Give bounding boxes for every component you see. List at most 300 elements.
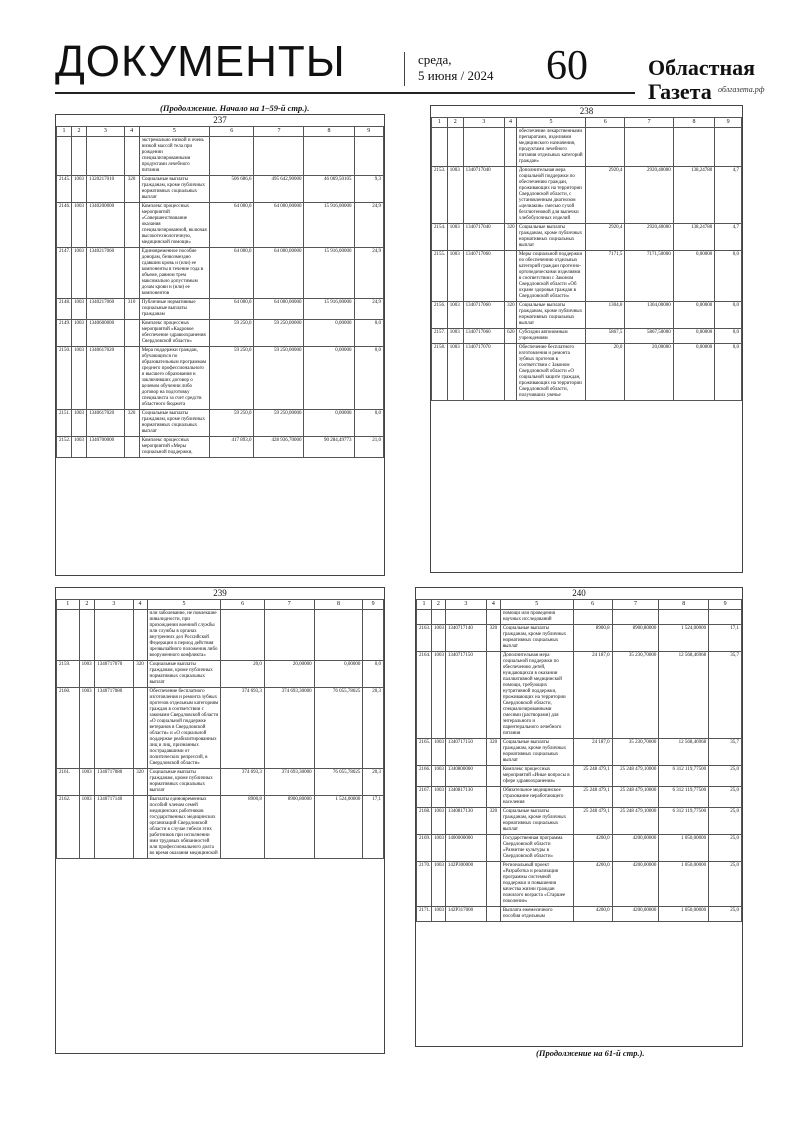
cell-expense-type: 320 xyxy=(124,176,139,203)
cell-target-item: 1340700000 xyxy=(87,437,125,458)
table-row xyxy=(57,437,384,458)
cell-plan-year: 25 248 479,1 xyxy=(573,766,612,787)
cell-target-item: 1340817130 xyxy=(445,787,486,808)
cell-approved xyxy=(625,128,673,167)
cell-executed: 1 524,00000 xyxy=(314,796,363,859)
cell-target-item: 1340717070 xyxy=(463,344,505,401)
cell-section-code: 1003 xyxy=(447,302,463,329)
column-header: 6 xyxy=(221,600,264,610)
column-header: 5 xyxy=(147,600,221,610)
cell-percent: 0,0 xyxy=(715,329,742,344)
cell-expense-type xyxy=(486,787,500,808)
cell-plan-year: 59 250,0 xyxy=(210,320,254,347)
column-header: 3 xyxy=(463,118,505,128)
column-header: 8 xyxy=(659,600,709,610)
cell-executed xyxy=(304,137,354,176)
logo-line-2: Газета xyxy=(648,79,712,104)
cell-executed: 138,24780 xyxy=(673,224,715,251)
column-header: 9 xyxy=(354,127,384,137)
cell-plan-year: 4200,0 xyxy=(573,907,612,922)
cell-expense-type xyxy=(486,835,500,862)
cell-target-item: 1340717060 xyxy=(463,302,505,329)
cell-target-item: 1340717070 xyxy=(95,661,133,688)
cell-row-number: 2162. xyxy=(57,796,80,859)
cell-expense-type xyxy=(124,248,139,299)
cell-row-number: 2149. xyxy=(57,320,72,347)
table-row xyxy=(432,224,742,251)
cell-row-number xyxy=(57,137,72,176)
cell-percent: 25,0 xyxy=(709,835,742,862)
cell-item-name: Социальные выплаты гражданам, кроме публичных нормативных социальных выплат xyxy=(500,808,573,835)
cell-approved: 428 936,70000 xyxy=(254,437,304,458)
cell-approved: 4200,00000 xyxy=(612,835,659,862)
table-row xyxy=(417,610,742,625)
cell-section-code: 1003 xyxy=(431,835,445,862)
column-header: 6 xyxy=(586,118,625,128)
cell-percent: 24,9 xyxy=(354,203,384,248)
column-header: 9 xyxy=(709,600,742,610)
cell-section-code: 1003 xyxy=(447,251,463,302)
table-row xyxy=(57,796,384,859)
cell-percent: 35,7 xyxy=(709,652,742,739)
cell-plan-year: 64 000,0 xyxy=(210,203,254,248)
cell-plan-year: 64 000,0 xyxy=(210,248,254,299)
cell-approved: 495 642,90000 xyxy=(254,176,304,203)
cell-expense-type: 320 xyxy=(505,224,517,251)
budget-table xyxy=(56,126,384,458)
column-header: 1 xyxy=(417,600,432,610)
cell-plan-year: 20,0 xyxy=(221,661,264,688)
cell-row-number: 2154. xyxy=(432,224,448,251)
column-header: 1 xyxy=(57,127,72,137)
column-header: 7 xyxy=(625,118,673,128)
cell-section-code: 1003 xyxy=(431,625,445,652)
cell-item-name: Социальные выплаты гражданам, кроме публичных нормативных социальных выплат xyxy=(147,769,221,796)
column-header: 7 xyxy=(264,600,314,610)
cell-percent: 0,0 xyxy=(715,251,742,302)
column-header: 4 xyxy=(486,600,500,610)
cell-approved: 1304,00000 xyxy=(625,302,673,329)
cell-expense-type xyxy=(505,128,517,167)
cell-section-code: 1003 xyxy=(447,329,463,344)
cell-expense-type: 320 xyxy=(486,739,500,766)
cell-row-number: 2165. xyxy=(417,739,432,766)
cell-target-item xyxy=(463,128,505,167)
table-row xyxy=(417,625,742,652)
cell-approved: 374 693,30000 xyxy=(264,769,314,796)
cell-expense-type: 320 xyxy=(486,808,500,835)
cell-target-item xyxy=(95,610,133,661)
cell-approved: 64 000,00000 xyxy=(254,248,304,299)
cell-approved: 4200,00000 xyxy=(612,862,659,907)
cell-item-name: Меры социальной поддержки по обеспечению отдельных категорий граждан протезно-ортопедическими изделиями в соответствии с Законом Свердловской области «Об охране здоровья граждан в Свердловской области» xyxy=(516,251,585,302)
cell-item-name: или заболевание, не повлекшие инвалидности, при прохождении военной службы или службы в органах внутренних дел Российской Федерации в период действия чрезвычайного положения либо вооруженного конфликта» xyxy=(147,610,221,661)
cell-row-number: 2146. xyxy=(57,203,72,248)
cell-executed: 1 050,00000 xyxy=(659,907,709,922)
cell-plan-year xyxy=(221,610,264,661)
table-row xyxy=(57,347,384,410)
column-header: 1 xyxy=(57,600,80,610)
table-row xyxy=(57,299,384,320)
cell-section-code xyxy=(72,137,87,176)
cell-section-code: 1003 xyxy=(431,808,445,835)
cell-executed: 6 312 119,77500 xyxy=(659,787,709,808)
cell-executed: 0,00000 xyxy=(304,347,354,410)
cell-expense-type xyxy=(124,347,139,410)
cell-row-number: 2159. xyxy=(57,661,80,688)
cell-percent: 0,0 xyxy=(715,344,742,401)
cell-executed: 0,00000 xyxy=(673,251,715,302)
cell-target-item: 1340600000 xyxy=(87,320,125,347)
cell-executed xyxy=(659,610,709,625)
cell-item-name: Социальные выплаты гражданам, кроме публичных нормативных социальных выплат xyxy=(139,176,209,203)
column-header: 6 xyxy=(210,127,254,137)
cell-item-name: Комплекс процессных мероприятий «Меры социальной поддержки, xyxy=(139,437,209,458)
cell-percent xyxy=(715,128,742,167)
cell-row-number xyxy=(417,610,432,625)
cell-expense-type xyxy=(124,320,139,347)
cell-plan-year: 24 187,0 xyxy=(573,652,612,739)
cell-item-name: Обеспечение бесплатного изготовления и ремонта зубных протезов отдельным категориям граждан в соответствии с законами Свердловской области «О социальной поддержке ветеранов в Свердловской области» и «О социальной поддержке реабилитированных лиц и лиц, признанных пострадавшими от политических репрессий, в Свердловской области» xyxy=(147,688,221,769)
cell-executed: 0,00000 xyxy=(673,344,715,401)
cell-executed: 0,00000 xyxy=(673,302,715,329)
column-header: 2 xyxy=(431,600,445,610)
cell-plan-year xyxy=(586,128,625,167)
cell-percent xyxy=(363,610,384,661)
logo-line-1: Областная xyxy=(648,55,756,80)
cell-approved: 4200,00000 xyxy=(612,907,659,922)
cell-item-name: Публичные нормативные социальные выплаты гражданам xyxy=(139,299,209,320)
cell-row-number: 2157. xyxy=(432,329,448,344)
cell-executed: 138,24780 xyxy=(673,167,715,224)
panel-page-number: 240 xyxy=(572,588,586,598)
cell-row-number: 2155. xyxy=(432,251,448,302)
column-header: 4 xyxy=(133,600,147,610)
cell-item-name: экстремально низкой и очень низкой массой тела при рождении специализированными продуктами лечебного питания xyxy=(139,137,209,176)
newspaper-site: облгазета.рф xyxy=(718,85,765,94)
cell-target-item: 1340200000 xyxy=(87,203,125,248)
cell-target-item: 1340617020 xyxy=(87,347,125,410)
cell-row-number: 2147. xyxy=(57,248,72,299)
cell-executed: 0,00000 xyxy=(673,329,715,344)
cell-executed: 0,00000 xyxy=(304,320,354,347)
cell-target-item: 1340617020 xyxy=(87,410,125,437)
cell-item-name: Социальные выплаты гражданам, кроме публичных нормативных социальных выплат xyxy=(500,739,573,766)
table-row xyxy=(57,137,384,176)
cell-approved: 20,00000 xyxy=(625,344,673,401)
table-row xyxy=(417,766,742,787)
cell-item-name: Субсидии автономным учреждениям xyxy=(516,329,585,344)
cell-executed: 1 050,00000 xyxy=(659,862,709,907)
cell-row-number xyxy=(57,610,80,661)
cell-item-name: Социальные выплаты гражданам, кроме публичных нормативных социальных выплат xyxy=(516,224,585,251)
table-row xyxy=(432,128,742,167)
budget-table xyxy=(56,599,384,859)
cell-percent: 20,3 xyxy=(363,688,384,769)
cell-percent: 0,0 xyxy=(354,410,384,437)
cell-executed: 6 312 119,77500 xyxy=(659,808,709,835)
cell-approved: 59 250,00000 xyxy=(254,347,304,410)
cell-section-code: 1003 xyxy=(431,766,445,787)
cell-plan-year: 24 187,0 xyxy=(573,739,612,766)
cell-expense-type xyxy=(505,167,517,224)
cell-target-item: 1340817130 xyxy=(445,808,486,835)
cell-expense-type xyxy=(133,796,147,859)
cell-target-item xyxy=(87,137,125,176)
column-header: 4 xyxy=(505,118,517,128)
table-row xyxy=(432,251,742,302)
cell-expense-type: 310 xyxy=(124,299,139,320)
column-header: 8 xyxy=(304,127,354,137)
table-header-row xyxy=(57,600,384,610)
cell-item-name: Социальные выплаты гражданам, кроме публичных нормативных социальных выплат xyxy=(500,625,573,652)
issue-day: 5 июня xyxy=(418,68,458,83)
cell-item-name: обеспечение лекарственными препаратами, изделиями медицинского назначения, продуктами лечебного питания отдельных категорий граждан» xyxy=(516,128,585,167)
cell-section-code: 1003 xyxy=(72,437,87,458)
budget-table xyxy=(431,117,742,401)
cell-plan-year: 4200,0 xyxy=(573,862,612,907)
cell-approved: 25 248 479,10000 xyxy=(612,766,659,787)
column-header: 8 xyxy=(314,600,363,610)
cell-executed: 46 069,50105 xyxy=(304,176,354,203)
cell-target-item: 1340717140 xyxy=(445,625,486,652)
table-panel-238 xyxy=(430,105,743,573)
cell-plan-year: 1304,0 xyxy=(586,302,625,329)
cell-executed: 1 050,00000 xyxy=(659,835,709,862)
table-row xyxy=(57,410,384,437)
cell-expense-type xyxy=(124,137,139,176)
column-header: 1 xyxy=(432,118,448,128)
cell-item-name: Социальные выплаты гражданам, кроме публичных нормативных социальных выплат xyxy=(147,661,221,688)
cell-executed: 15 916,00000 xyxy=(304,248,354,299)
cell-section-code: 1003 xyxy=(72,347,87,410)
continuation-note-top: (Продолжение. Начало на 1–59-й стр.). xyxy=(160,103,310,113)
cell-percent: 25,0 xyxy=(709,808,742,835)
cell-approved: 25 248 479,10000 xyxy=(612,787,659,808)
cell-row-number: 2148. xyxy=(57,299,72,320)
table-row xyxy=(417,652,742,739)
cell-expense-type: 620 xyxy=(505,329,517,344)
cell-section-code: 1003 xyxy=(79,769,95,796)
table-row xyxy=(57,203,384,248)
cell-expense-type: 320 xyxy=(133,769,147,796)
cell-target-item: 1340800000 xyxy=(445,766,486,787)
table-row xyxy=(432,167,742,224)
cell-item-name: помощи или проведения научных исследований xyxy=(500,610,573,625)
panel-page-number: 238 xyxy=(579,106,594,116)
cell-percent: 0,0 xyxy=(354,347,384,410)
cell-percent: 24,9 xyxy=(354,248,384,299)
cell-section-code: 1003 xyxy=(431,739,445,766)
cell-approved: 2920,40000 xyxy=(625,167,673,224)
panel-page-number: 237 xyxy=(213,115,227,125)
cell-percent: 4,7 xyxy=(715,224,742,251)
column-header: 2 xyxy=(447,118,463,128)
cell-executed: 76 055,78025 xyxy=(314,688,363,769)
cell-executed: 0,00000 xyxy=(304,410,354,437)
cell-plan-year: 506 686,6 xyxy=(210,176,254,203)
cell-target-item: 1340717040 xyxy=(463,224,505,251)
table-panel-240 xyxy=(415,587,743,1047)
cell-row-number: 2151. xyxy=(57,410,72,437)
issue-weekday: среда, xyxy=(418,52,452,67)
cell-row-number: 2167. xyxy=(417,787,432,808)
cell-target-item: 1340717150 xyxy=(445,652,486,739)
cell-target-item: 1340717080 xyxy=(95,688,133,769)
column-header: 2 xyxy=(72,127,87,137)
table-row xyxy=(57,176,384,203)
cell-item-name: Мера поддержки граждан, обучающихся по образовательным программам среднего профессионального и высшего образования и заключивших договор о целевом обучении либо договор на подготовку специалиста за счет средств областного бюджета xyxy=(139,347,209,410)
cell-plan-year: 8900,8 xyxy=(221,796,264,859)
cell-item-name: Социальные выплаты гражданам, кроме публичных нормативных социальных выплат xyxy=(139,410,209,437)
cell-row-number: 2153. xyxy=(432,167,448,224)
cell-executed xyxy=(314,610,363,661)
cell-percent: 4,7 xyxy=(715,167,742,224)
cell-approved: 64 000,00000 xyxy=(254,299,304,320)
table-row xyxy=(57,661,384,688)
cell-percent: 21,0 xyxy=(354,437,384,458)
cell-plan-year xyxy=(573,610,612,625)
table-row xyxy=(432,344,742,401)
continuation-note-bottom: (Продолжение на 61-й стр.). xyxy=(536,1048,645,1058)
cell-target-item: 1340217060 xyxy=(87,299,125,320)
table-row xyxy=(417,907,742,922)
page-number: 60 xyxy=(546,43,588,89)
column-header: 3 xyxy=(95,600,133,610)
cell-item-name: Дополнительная мера социальной поддержки по обеспечению граждан, проживающих на территории Свердловской области, с установленным диагнозом «целиакия» смесью сухой безглютеновой для выпечки хлебобулочных изделий xyxy=(516,167,585,224)
cell-expense-type: 320 xyxy=(505,302,517,329)
cell-target-item: 142P317000 xyxy=(445,907,486,922)
cell-plan-year: 25 248 479,1 xyxy=(573,787,612,808)
column-header: 7 xyxy=(612,600,659,610)
cell-row-number: 2166. xyxy=(417,766,432,787)
cell-plan-year: 59 250,0 xyxy=(210,347,254,410)
panel-page-number: 239 xyxy=(213,588,227,598)
column-header: 5 xyxy=(500,600,573,610)
cell-plan-year: 417 893,0 xyxy=(210,437,254,458)
cell-approved xyxy=(264,610,314,661)
cell-item-name: Комплекс процессных мероприятий «Иные вопросы в сфере здравоохранения» xyxy=(500,766,573,787)
cell-executed: 12 568,46968 xyxy=(659,652,709,739)
cell-percent: 25,0 xyxy=(709,766,742,787)
cell-item-name: Обязательное медицинское страхование неработающего населения xyxy=(500,787,573,808)
cell-plan-year: 8900,8 xyxy=(573,625,612,652)
header-separator xyxy=(404,52,405,86)
cell-approved: 25 248 479,10000 xyxy=(612,808,659,835)
cell-target-item: 1340717140 xyxy=(95,796,133,859)
cell-approved xyxy=(612,610,659,625)
cell-executed: 90 284,49773 xyxy=(304,437,354,458)
cell-percent: 0,0 xyxy=(363,661,384,688)
cell-executed: 1 524,00000 xyxy=(659,625,709,652)
cell-approved: 2920,40000 xyxy=(625,224,673,251)
cell-row-number: 2158. xyxy=(432,344,448,401)
cell-percent xyxy=(709,610,742,625)
cell-item-name: Единовременное пособие донорам, безвозмездно сдавшим кровь и (или) ее компоненты в течение года в объеме, равном трем максимально допустимым дозам крови и (или) ее компонентов xyxy=(139,248,209,299)
cell-item-name: Комплекс процессных мероприятий «Кадровое обеспечение здравоохранения Свердловской области» xyxy=(139,320,209,347)
cell-section-code xyxy=(79,610,95,661)
cell-item-name: Государственная программа Свердловской области «Развитие культуры в Свердловской области» xyxy=(500,835,573,862)
cell-target-item: 142P300000 xyxy=(445,862,486,907)
column-header: 8 xyxy=(673,118,715,128)
cell-plan-year: 7171,5 xyxy=(586,251,625,302)
cell-section-code xyxy=(431,610,445,625)
cell-plan-year: 374 693,3 xyxy=(221,769,264,796)
cell-expense-type xyxy=(124,203,139,248)
section-title: ДОКУМЕНТЫ xyxy=(55,37,346,86)
table-row xyxy=(57,769,384,796)
cell-section-code: 1003 xyxy=(431,652,445,739)
issue-date xyxy=(418,52,493,84)
cell-row-number: 2152. xyxy=(57,437,72,458)
cell-section-code: 1003 xyxy=(431,862,445,907)
cell-row-number: 2145. xyxy=(57,176,72,203)
cell-approved: 20,00000 xyxy=(264,661,314,688)
table-panel-237 xyxy=(55,114,385,576)
cell-target-item: 1340717150 xyxy=(445,739,486,766)
cell-expense-type xyxy=(133,688,147,769)
cell-executed: 6 312 119,77500 xyxy=(659,766,709,787)
column-header: 3 xyxy=(445,600,486,610)
cell-target-item: 1340217060 xyxy=(87,248,125,299)
issue-year: / 2024 xyxy=(460,68,494,83)
cell-section-code: 1003 xyxy=(72,320,87,347)
cell-row-number: 2170. xyxy=(417,862,432,907)
table-row xyxy=(432,302,742,329)
column-header: 3 xyxy=(87,127,125,137)
cell-percent: 25,0 xyxy=(709,787,742,808)
cell-section-code: 1003 xyxy=(447,224,463,251)
cell-expense-type xyxy=(124,437,139,458)
cell-section-code: 1003 xyxy=(447,344,463,401)
cell-plan-year: 64 000,0 xyxy=(210,299,254,320)
table-row xyxy=(417,739,742,766)
cell-approved: 59 250,00000 xyxy=(254,320,304,347)
cell-target-item: 1400000000 xyxy=(445,835,486,862)
cell-percent: 20,3 xyxy=(363,769,384,796)
cell-approved: 8900,80000 xyxy=(264,796,314,859)
cell-percent: 17,1 xyxy=(709,625,742,652)
cell-target-item: 1340717060 xyxy=(463,251,505,302)
cell-section-code: 1003 xyxy=(431,787,445,808)
column-header: 6 xyxy=(573,600,612,610)
cell-percent: 0,0 xyxy=(715,302,742,329)
table-row xyxy=(57,610,384,661)
cell-executed: 0,00000 xyxy=(314,661,363,688)
table-header-row xyxy=(417,600,742,610)
cell-row-number: 2169. xyxy=(417,835,432,862)
cell-row-number: 2163. xyxy=(417,625,432,652)
cell-plan-year: 20,0 xyxy=(586,344,625,401)
cell-target-item: 1320217010 xyxy=(87,176,125,203)
cell-section-code: 1003 xyxy=(72,410,87,437)
column-header: 9 xyxy=(715,118,742,128)
cell-executed: 12 568,46968 xyxy=(659,739,709,766)
cell-section-code: 1003 xyxy=(72,299,87,320)
table-row xyxy=(432,329,742,344)
cell-section-code: 1003 xyxy=(72,176,87,203)
cell-percent: 0,0 xyxy=(354,320,384,347)
cell-executed: 15 916,00000 xyxy=(304,203,354,248)
budget-table xyxy=(416,599,742,922)
cell-item-name: Дополнительная мера социальной поддержки по обеспечению детей, нуждающихся в оказании паллиативной медицинской помощи, требующих нутритивной поддержки, проживающих на территории Свердловской области, специализированными смесями (растворами) для энтерального и парентерального лечебного питания xyxy=(500,652,573,739)
cell-target-item: 1340717060 xyxy=(463,329,505,344)
cell-section-code: 1003 xyxy=(72,203,87,248)
cell-row-number: 2168. xyxy=(417,808,432,835)
cell-executed xyxy=(673,128,715,167)
table-row xyxy=(417,808,742,835)
column-header: 9 xyxy=(363,600,384,610)
